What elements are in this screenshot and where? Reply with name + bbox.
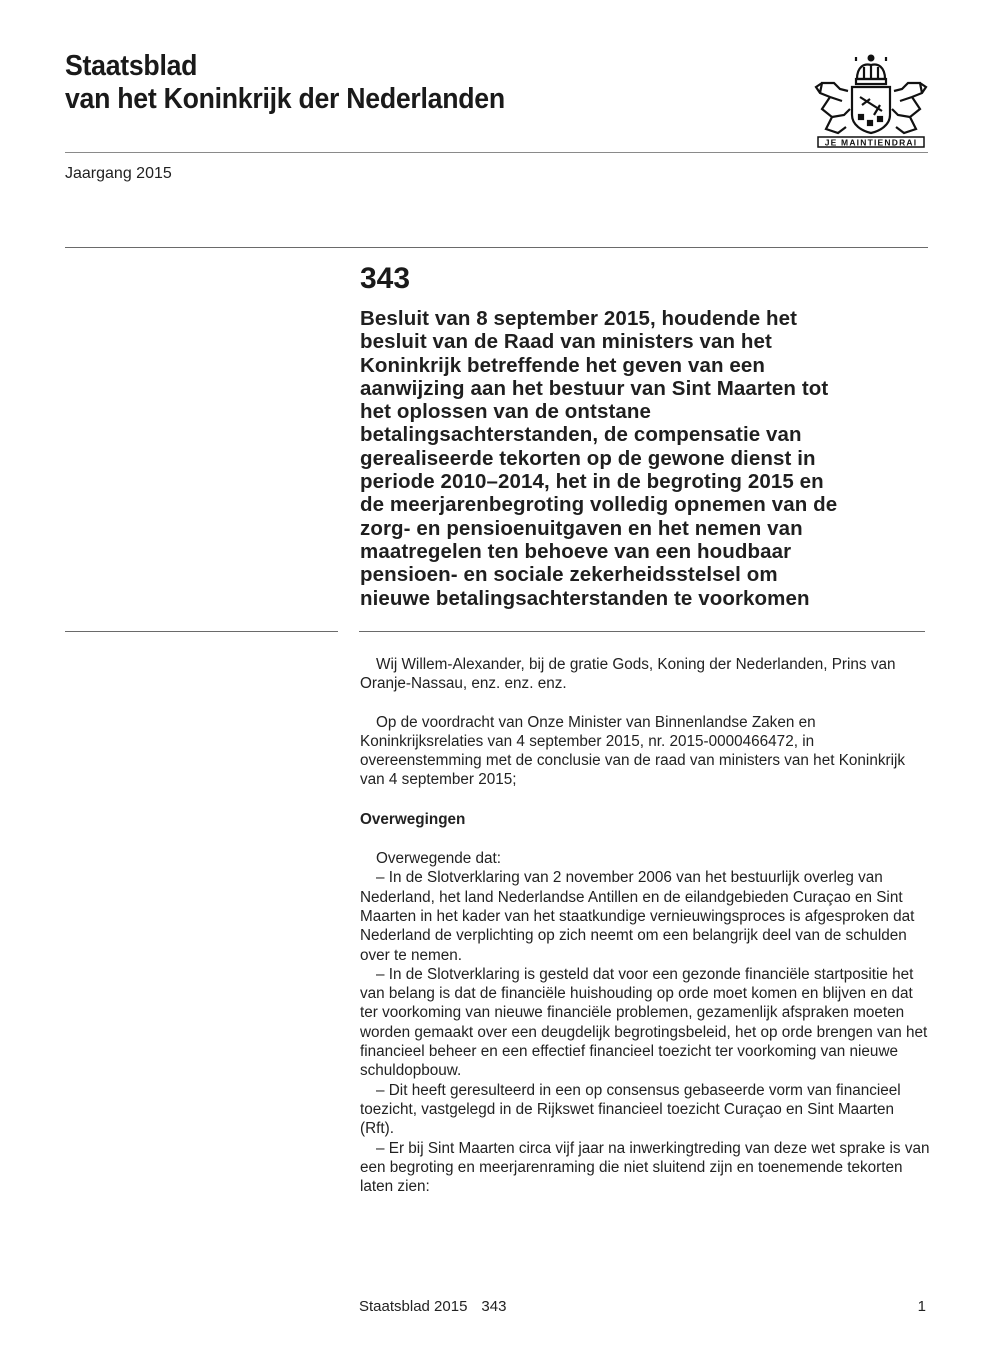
consideration-item: – In de Slotverklaring van 2 november 2006 van het bestuurlijk overleg van Nederland, het land Nederlandse Antillen en de eilandgebieden Curaçao en Sint Maarten in het kader van het staatkundige vernieuwingsproces is afgesproken dat Nederland de verplichting op zich neemt om een belangrijk deel van de schulden over te nemen. — [360, 869, 915, 964]
masthead-title-line2: van het Koninkrijk der Nederlanden — [65, 83, 505, 115]
masthead-title — [65, 50, 505, 116]
document-title-line: betalingsachterstanden, de compensatie van — [360, 423, 802, 447]
document-title-line: nieuwe betalingsachterstanden te voorkomen — [360, 586, 810, 610]
document-title-line: Besluit van 8 september 2015, houdende het — [360, 307, 798, 330]
document-title-line: periode 2010–2014, het in de begroting 2015 en — [360, 470, 824, 494]
considering-line: Overwegende dat: — [376, 850, 502, 868]
document-body — [360, 655, 930, 1196]
section-heading: Overwegingen — [360, 810, 466, 828]
document-title-line: het oplossen van de ontstane — [360, 400, 651, 424]
crest-motto: JE MAINTIENDRAI — [824, 137, 918, 148]
page-footer — [359, 1298, 506, 1315]
document-number: 343 — [360, 262, 411, 295]
document-title-line: maatregelen ten behoeve van een houdbaar — [360, 539, 792, 563]
document-title-line: gerealiseerde tekorten op de gewone dienst in — [360, 446, 816, 470]
volume-year: Jaargang 2015 — [65, 165, 172, 182]
section-divider — [65, 247, 928, 248]
document-title-line: zorg- en pensioenuitgaven en het nemen van — [360, 516, 803, 540]
left-column-divider — [65, 631, 338, 632]
consideration-item: – Er bij Sint Maarten circa vijf jaar na inwerkingtreding van deze wet sprake is van een begroting en meerjarenraming die niet sluitend zijn en toenemende tekorten laten zien: — [360, 1139, 930, 1196]
intro-paragraph: Wij Willem-Alexander, bij de gratie Gods, Koning der Nederlanden, Prins van Oranje-Nassau, enz. enz. enz. — [360, 656, 896, 693]
document-title-line: Koninkrijk betreffende het geven van een — [360, 353, 765, 377]
right-column-divider — [359, 631, 925, 632]
royal-coat-of-arms-icon — [812, 53, 930, 149]
proposal-paragraph: Op de voordracht van Onze Minister van Binnenlandse Zaken en Koninkrijksrelaties van 4 september 2015, nr. 2015-0000466472, in overeenstemming met de conclusie van de raad van ministers van het Koninkrijk van 4 september 2015; — [360, 713, 906, 789]
document-title-line: de meerjarenbegroting volledig opnemen van de — [360, 493, 838, 517]
document-title-line: pensioen- en sociale zekerheidsstelsel om — [360, 563, 778, 587]
footer-number: 343 — [481, 1298, 507, 1315]
document-title-line: aanwijzing aan het bestuur van Sint Maarten tot — [360, 376, 829, 400]
footer-publication: Staatsblad 2015 — [359, 1298, 468, 1315]
document-title-line: besluit van de Raad van ministers van het — [360, 330, 772, 354]
consideration-item: – In de Slotverklaring is gesteld dat voor een gezonde financiële startpositie het van belang is dat de financiële huishouding op orde moet komen en blijven en dat ter voorkoming van nieuwe financiële problemen, gezamenlijk afspraken moeten worden gemaakt over een deugdelijk begrotingsbeleid, het op orde brengen van het financieel beheer en een effectief financieel toezicht ter voorkoming van nieuwe schuldopbouw. — [360, 965, 928, 1080]
page-number: 1 — [917, 1298, 926, 1315]
document-title — [360, 307, 930, 610]
masthead-title-line1: Staatsblad — [65, 50, 198, 82]
masthead-divider — [65, 152, 928, 153]
consideration-item: – Dit heeft geresulteerd in een op consensus gebaseerde vorm van financieel toezicht, vastgelegd in de Rijkswet financieel toezicht Curaçao en Sint Maarten (Rft). — [360, 1081, 901, 1138]
